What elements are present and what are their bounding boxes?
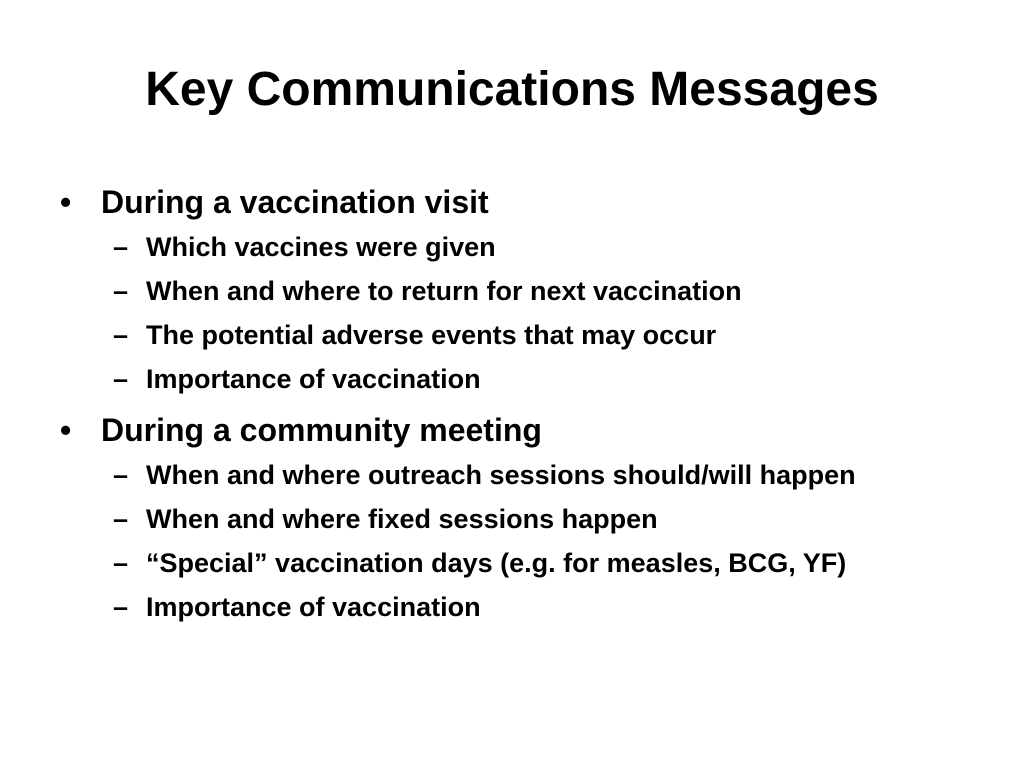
section-heading: During a community meeting: [101, 412, 542, 448]
sub-item: [0, 546, 1024, 580]
sub-item-text: Importance of vaccination: [146, 364, 481, 394]
section-heading: During a vaccination visit: [101, 184, 489, 220]
sub-item-text: Which vaccines were given: [146, 232, 496, 262]
sub-item: [0, 502, 1024, 536]
dash-icon: –: [113, 320, 129, 350]
sub-item: [0, 318, 1024, 352]
dash-icon: –: [113, 232, 129, 262]
sub-item: [0, 274, 1024, 308]
sub-item: [0, 362, 1024, 396]
sub-item-text: “Special” vaccination days (e.g. for measles, BCG, YF): [146, 548, 847, 578]
dash-icon: –: [113, 592, 129, 622]
section-community-meeting: [0, 406, 1024, 624]
dash-icon: –: [113, 460, 129, 490]
dash-icon: –: [113, 364, 129, 394]
sub-list: [0, 458, 1024, 624]
bullet-item: [0, 178, 1024, 226]
slide-title: Key Communications Messages: [145, 63, 879, 116]
sub-item: [0, 590, 1024, 624]
sub-item-text: When and where fixed sessions happen: [146, 504, 658, 534]
bullet-item: [0, 406, 1024, 454]
dash-icon: –: [113, 548, 129, 578]
sub-list: [0, 230, 1024, 396]
sub-item-text: Importance of vaccination: [146, 592, 481, 622]
bullet-icon: •: [60, 412, 72, 448]
section-vaccination-visit: [0, 178, 1024, 396]
slide-content: [0, 178, 1024, 634]
dash-icon: –: [113, 504, 129, 534]
sub-item-text: The potential adverse events that may occur: [146, 320, 717, 350]
sub-item: [0, 458, 1024, 492]
sub-item: [0, 230, 1024, 264]
bullet-icon: •: [60, 184, 72, 220]
sub-item-text: When and where outreach sessions should/will happen: [146, 460, 856, 490]
dash-icon: –: [113, 276, 129, 306]
sub-item-text: When and where to return for next vaccination: [146, 276, 742, 306]
